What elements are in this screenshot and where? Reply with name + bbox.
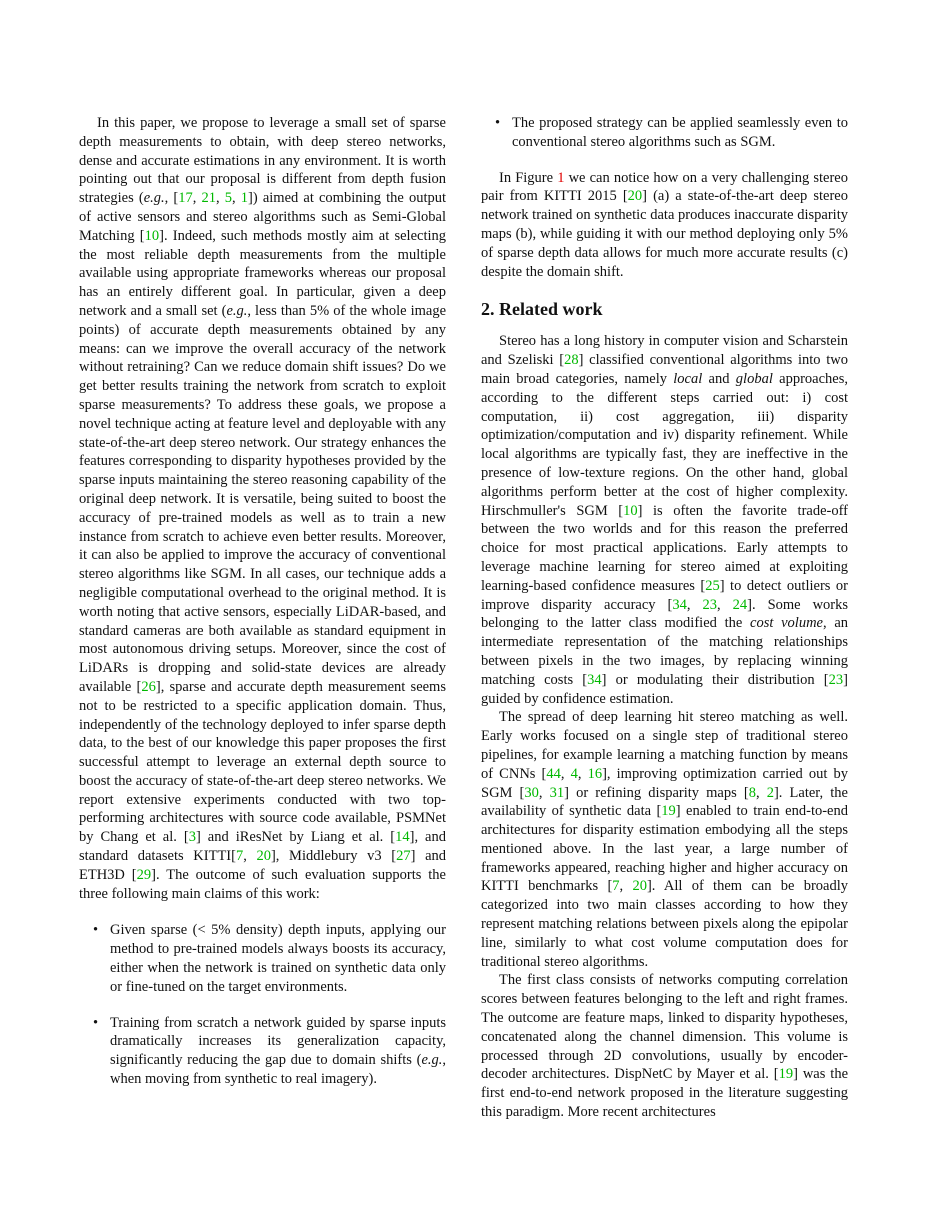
citation-link[interactable]: 4 bbox=[570, 765, 578, 782]
citation-link[interactable]: 1 bbox=[240, 190, 249, 207]
claim-text: Given sparse (< 5% density) depth inputs, applying our method to pre-trained models always boosts its accuracy, either when the network is trained on synthetic data only or fine-tuned on the target environments. bbox=[110, 922, 446, 995]
figure-paragraph: In Figure 1 we can notice how on a very challenging stereo pair from KITTI 2015 [20] (a) a state-of-the-art deep stereo network trained on synthetic data produces inaccurate disparity maps (b), while guiding it with our method deploying only 5% of sparse depth data allows for much more accurate results (c) despite the domain shift. bbox=[481, 169, 848, 280]
related-paragraph-1: Stereo has a long history in computer vision and Scharstein and Szeliski [28] classified conventional algorithms into two main broad categories, namely local and global approaches, according to the different steps carried out: i) cost computation, ii) cost aggregation, iii) disparity optimization/computation and iv) disparity refinement. While local algorithms are typically fast, they are ineffective in the presence of low-texture regions. On the other hand, global algorithms perform better at the cost of higher complexity. Hirschmuller's SGM [10] is often the favorite trade-off between the two worlds and for this reason the preferred choice for most practical applications. Early attempts to leverage machine learning for stereo aimed at exploiting learning-based confidence measures [25] to detect outliers or improve disparity accuracy [34, 23, 24]. Some works belonging to the latter class modified the cost volume, an intermediate representation of the matching relationships between pixels in the two images, by replacing winning matching costs [34] or modulating their distribution [23] guided by confidence estimation. bbox=[481, 333, 849, 707]
citation-link[interactable]: 20 bbox=[256, 848, 271, 865]
claim-item bbox=[79, 1014, 446, 1089]
citation-link[interactable]: 34 bbox=[587, 671, 602, 688]
citation-link[interactable]: 21 bbox=[201, 190, 217, 207]
citation-link[interactable]: 17 bbox=[178, 190, 193, 207]
bullet-icon: • bbox=[93, 1014, 99, 1031]
citation-link[interactable]: 8 bbox=[748, 784, 756, 801]
citation-link[interactable]: 26 bbox=[141, 678, 156, 695]
claim-text: Training from scratch a network guided by sparse inputs dramatically increases its generalization capacity, significantly reducing the gap due to domain shifts (e.g., when moving from synthetic to real imagery). bbox=[110, 1014, 446, 1088]
intro-paragraph: In this paper, we propose to leverage a small set of sparse depth measurements to obtain, with deep stereo networks, dense and accurate estimations in any environment. It is worth pointing out that our proposal is different from depth fusion strategies (e.g., [17, 21, 5, 1]) aimed at combining the output of active sensors and stereo algorithms such as Semi-Global Matching [10]. Indeed, such methods mostly aim at selecting the most reliable depth measurements from the multiple available using appropriate frameworks whereas our proposal has an entirely different goal. In particular, given a deep network and a small set (e.g., less than 5% of the whole image points) of accurate depth measurements obtained by any means: can we improve the overall accuracy of the network without retraining? Can we reduce domain shift issues? Do we get better results training the network from scratch to exploit sparse measurements? To address these goals, we propose a novel technique acting at feature level and deployable with any state-of-the-art deep stereo network. Our strategy enhances the features corresponding to disparity hypotheses provided by the sparse inputs maintaining the stereo reasoning capability of the original deep network. It is versatile, being suited to boost the accuracy of pre-trained models as well as to train a new instance from scratch to achieve even better results. Moreover, it can also be applied to improve the accuracy of conventional stereo algorithms like SGM. In all cases, our technique adds a negligible computational overhead to the original method. It is worth noting that active sensors, especially LiDAR-based, and standard cameras are both available as standard equipment in most autonomous driving setups. Moreover, since the cost of LiDARs is dropping and solid-state devices are already available [26], sparse and accurate depth measurement seems not to be restricted to a specific application domain. Thus, independently of the technology deployed to infer sparse depth data, to the best of our knowledge this paper proposes the first successful attempt to leverage an external depth source to boost the accuracy of state-of-the-art deep stereo networks. We report extensive experiments conducted with two top-performing architectures with source code available, PSMNet by Chang et al. [3] and iResNet by Liang et al. [14], and standard datasets KITTI[7, 20], Middlebury v3 [27] and ETH3D [29]. The outcome of such evaluation supports the three following main claims of this work: bbox=[79, 115, 447, 902]
citation-link[interactable]: 20 bbox=[627, 188, 643, 205]
citation-link[interactable]: 14 bbox=[395, 829, 410, 846]
citation-link[interactable]: 5 bbox=[224, 190, 233, 207]
related-paragraph-3: The first class consists of networks computing correlation scores between features belonging to the left and right frames. The outcome are feature maps, linked to disparity hypotheses, concatenated along the channel dimension. This volume is processed through 2D convolutions, usually by encoder-decoder architectures. DispNetC by Mayer et al. [19] was the first end-to-end network proposed in the literature suggesting this paradigm. More recent architectures bbox=[481, 972, 849, 1121]
claims-list-continued bbox=[481, 114, 848, 152]
related-paragraph-2: The spread of deep learning hit stereo matching as well. Early works focused on a single step of traditional stereo pipelines, for example learning a matching function by means of CNNs [44, 4, 16], improving optimization carried out by SGM [30, 31] or refining disparity maps [8, 2]. Later, the availability of synthetic data [19] enabled to train end-to-end architectures for disparity estimation embodying all the steps mentioned above. In the last year, a large number of frameworks appeared, reaching higher and higher accuracy on KITTI benchmarks [7, 20]. All of them can be broadly categorized into two main classes according to how they represent matching relations between pixels along the epipolar line, similarly to what cost volume computation does for traditional stereo algorithms. bbox=[481, 709, 849, 970]
claim-text: The proposed strategy can be applied seamlessly even to conventional stereo algorithms such as SGM. bbox=[512, 115, 848, 150]
citation-link[interactable]: 27 bbox=[396, 848, 411, 865]
citation-link[interactable]: 44 bbox=[546, 765, 561, 782]
left-column bbox=[79, 114, 446, 1089]
citation-link[interactable]: 30 bbox=[524, 784, 539, 801]
citation-link[interactable]: 34 bbox=[672, 596, 687, 613]
claim-item bbox=[481, 114, 848, 152]
citation-link[interactable]: 24 bbox=[732, 596, 748, 613]
citation-link[interactable]: 7 bbox=[612, 878, 620, 895]
citation-link[interactable]: 2 bbox=[766, 784, 774, 801]
citation-link[interactable]: 31 bbox=[549, 784, 565, 801]
bullet-icon: • bbox=[93, 922, 99, 939]
claims-list bbox=[79, 921, 446, 1088]
right-column bbox=[481, 114, 848, 1122]
section-heading: 2. Related work bbox=[481, 299, 603, 320]
bullet-icon: • bbox=[495, 115, 501, 131]
citation-link[interactable]: 10 bbox=[623, 502, 638, 519]
citation-link[interactable]: 29 bbox=[136, 866, 152, 883]
citation-link[interactable]: 20 bbox=[632, 878, 647, 895]
citation-link[interactable]: 3 bbox=[188, 829, 196, 846]
figure-ref-link[interactable]: 1 bbox=[557, 169, 565, 186]
citation-link[interactable]: 28 bbox=[564, 352, 579, 369]
citation-link[interactable]: 25 bbox=[705, 577, 720, 594]
citation-link[interactable]: 19 bbox=[661, 803, 676, 820]
claim-item bbox=[79, 921, 446, 996]
citation-link[interactable]: 23 bbox=[702, 596, 717, 613]
citation-link[interactable]: 19 bbox=[778, 1066, 794, 1083]
citation-link[interactable]: 23 bbox=[828, 671, 844, 688]
citation-link[interactable]: 10 bbox=[144, 227, 160, 244]
citation-link[interactable]: 7 bbox=[235, 848, 244, 865]
citation-link[interactable]: 16 bbox=[587, 765, 603, 782]
